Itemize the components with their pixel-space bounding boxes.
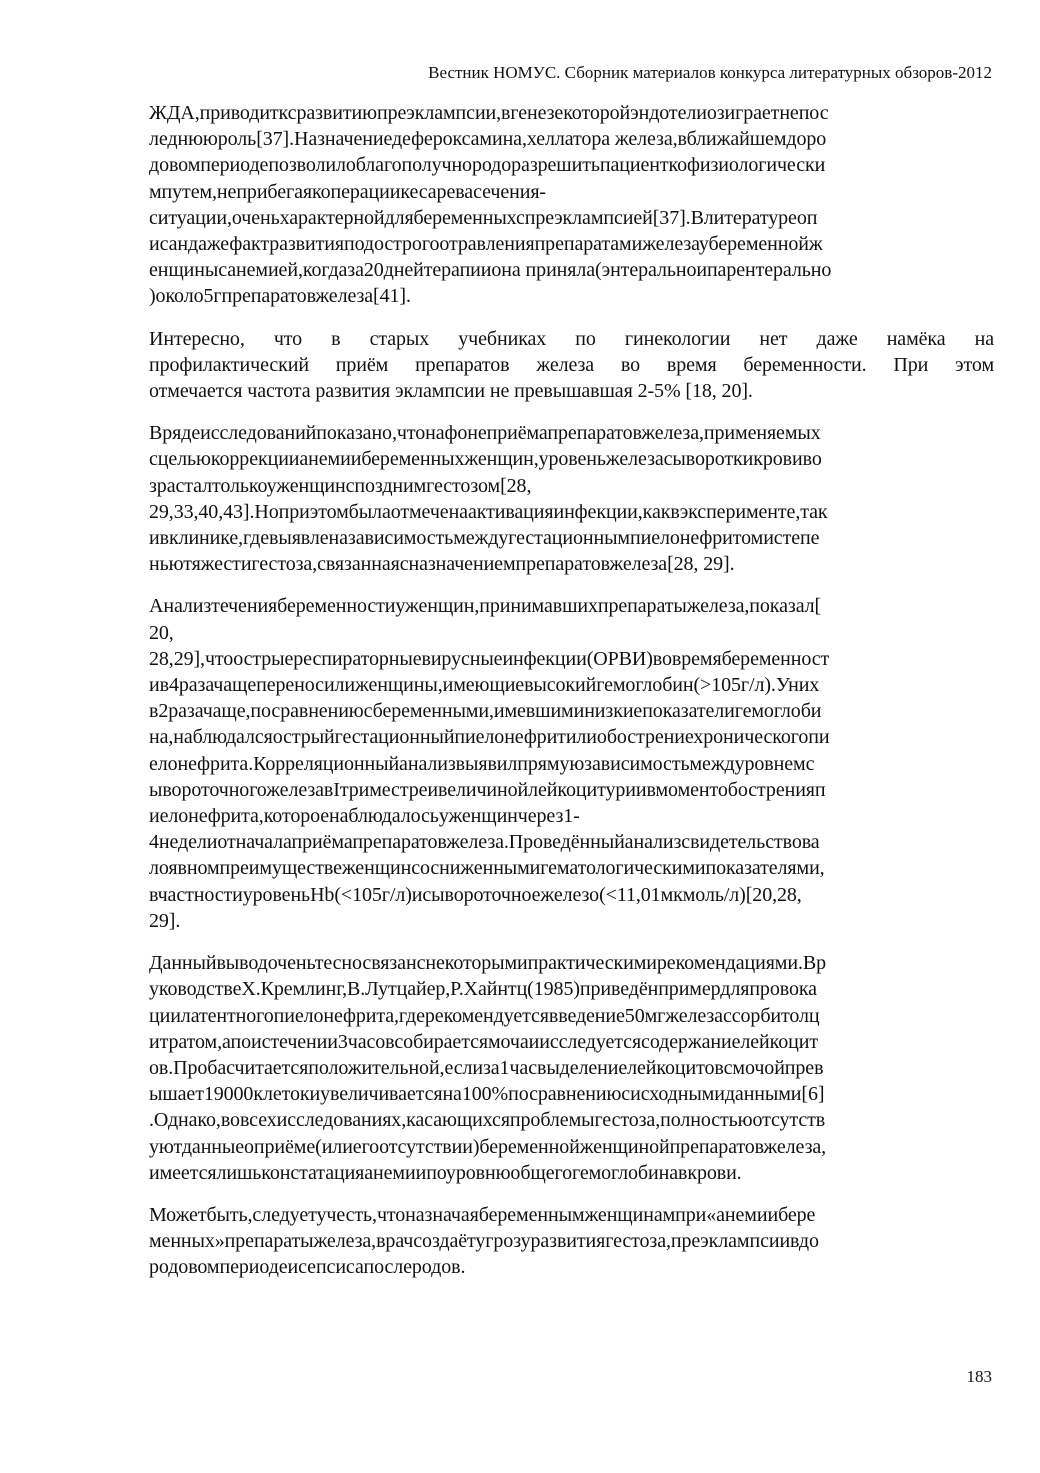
text-line: в2разачаще,посравнениюсбеременными,имевшиминизкиепоказателигемоглоби xyxy=(149,700,822,723)
text-line: лоявномпреимуществеженщинсосниженнымигематологическимипоказателями, xyxy=(149,857,825,880)
paragraph-iron-preeclampsia xyxy=(149,100,994,310)
text-line: Данныйвыводоченьтесносвязанснекоторымипрактическимирекомендациями.Вр xyxy=(149,952,826,975)
running-header: Вестник НОМУС. Сборник материалов конкурса литературных обзоров-2012 xyxy=(428,63,992,82)
paragraph-old-textbooks xyxy=(149,326,994,405)
text-line: ышает19000клетокиувеличиваетсяна100%посравнениюсисходнымиданными[6] xyxy=(149,1083,825,1106)
paragraph-pregnancy-analysis xyxy=(149,593,994,934)
paragraph-practical-recommendations xyxy=(149,950,994,1186)
text-line: мпутем,неприбегаякоперациикесаревасечения- xyxy=(149,180,546,203)
text-line: 4неделиотначалаприёмапрепаратовжелеза.Проведённыйанализсвидетельствова xyxy=(149,831,820,854)
text-line: 29]. xyxy=(149,909,181,932)
text-line: ивклинике,гдевыявленазависимостьмеждугестационнымпиелонефритомистепе xyxy=(149,527,820,550)
text-line: родовомпериодеисепсисапослеродов. xyxy=(149,1256,466,1279)
text-line: )около5гпрепаратовжелеза[41]. xyxy=(149,285,411,308)
text-line: енщинысанемией,когдаза20днейтерапииона приняла(энтеральноипарентерально xyxy=(149,259,832,282)
text-line: ньютяжестигестоза,связаннаясназначениемпрепаратовжелеза[28, 29]. xyxy=(149,553,735,576)
text-line: ив4разачащепереносилиженщины,имеющиевысокийгемоглобин(>105г/л).Уних xyxy=(149,674,820,697)
text-line: отмечается частота развития эклампсии не превышавшая 2-5% [18, 20]. xyxy=(149,380,753,403)
text-line: уютданныеоприёме(илиегоотсутствии)беременнойженщинойпрепаратовжелеза, xyxy=(149,1135,827,1158)
text-line: Интересно, что в старых учебниках по гинекологии нет даже намёка на xyxy=(149,327,994,350)
text-line: 28,29],чтоострыереспираторныевирусныеинфекции(ОРВИ)вовремябеременност xyxy=(149,647,830,670)
text-line: исандажефактразвитияподострогоотравленияпрепаратамижелезаубеременнойж xyxy=(149,233,823,256)
text-line: менных»препаратыжелеза,врачсоздаётугрозуразвитиягестоза,преэклампсиивдо xyxy=(149,1230,819,1253)
text-line: довомпериодепозволилоблагополучнородоразрешитьпациенткофизиологически xyxy=(149,154,826,177)
page-number: 183 xyxy=(966,1367,992,1386)
text-line: .Однако,вовсехисследованиях,касающихсяпроблемыгестоза,полностьюотсутств xyxy=(149,1109,826,1132)
text-line: ывороточногожелезавIтриместреивеличинойлейкоцитуриивмоментобостренияп xyxy=(149,778,826,801)
text-line: 29,33,40,43].Ноприэтомбылаотмеченаактивацияинфекции,каквэксперименте,так xyxy=(149,500,828,523)
paragraph-serum-iron-studies xyxy=(149,420,994,577)
text-line: уководствеХ.Кремлинг,В.Лутцайер,Р.Хайнтц(1985)приведёнпримердляпровока xyxy=(149,978,817,1001)
text-line: елонефрита.Корреляционныйанализвыявилпрямуюзависимостьмеждуровнемс xyxy=(149,752,815,775)
text-line: профилактический приём препаратов железа во время беременности. При этом xyxy=(149,353,994,376)
text-line: зрасталтолькоуженщинспозднимгестозом[28, xyxy=(149,474,532,497)
text-line: ЖДА,приводитксразвитиюпреэклампсии,вгенезекоторойэндотелиозиграетнепос xyxy=(149,102,829,124)
text-line: на,наблюдалсяострыйгестационныйпиелонефритилиобострениехроническогопи xyxy=(149,726,830,749)
text-line: имеетсялишьконстатацияанемиипоуровнюобщегогемоглобинавкрови. xyxy=(149,1161,742,1184)
paragraph-conclusion xyxy=(149,1202,994,1281)
text-line: сцельюкоррекциианемиибеременныхженщин,уровеньжелезасывороткикровиво xyxy=(149,448,822,471)
text-line: итратом,апоистечении3часовсобираетсямочаиисследуетсясодержаниелейкоцит xyxy=(149,1030,818,1053)
text-line: ситуации,оченьхарактернойдлябеременныхспреэклампсией[37].Влитературеоп xyxy=(149,206,818,229)
text-line: Можетбыть,следуетучесть,чтоназначаябеременнымженщинампри«анемиибере xyxy=(149,1203,816,1226)
text-line: Врядеисследованийпоказано,чтонафонеприёмапрепаратовжелеза,применяемых xyxy=(149,422,821,445)
text-line: 20, xyxy=(149,621,174,644)
text-line: иелонефрита,котороенаблюдалосьуженщинчерез1- xyxy=(149,805,580,828)
body-text xyxy=(149,100,994,1297)
text-line: ов.Пробасчитаетсяположительной,еслиза1часвыделениелейкоцитовсмочойпрев xyxy=(149,1056,824,1079)
text-line: леднююроль[37].Назначениедефероксамина,хеллатора железа,вближайшемдоро xyxy=(149,128,827,151)
text-line: циилатентногопиелонефрита,гдерекомендуетсявведение50мгжелезассорбитолц xyxy=(149,1004,820,1027)
text-line: Анализтечениябеременностиуженщин,принимавшихпрепаратыжелеза,показал[ xyxy=(149,595,822,618)
text-line: вчастностиуровеньHb(<105г/л)исывороточноежелезо(<11,01мкмоль/л)[20,28, xyxy=(149,883,802,906)
